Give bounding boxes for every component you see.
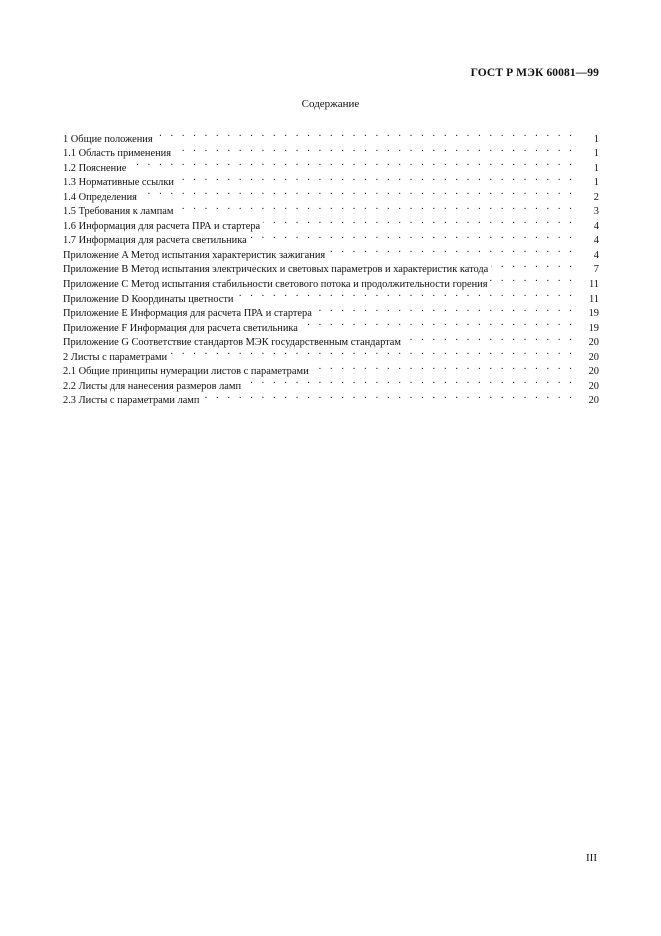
toc-entry-page: 20: [588, 366, 599, 378]
toc-entry-label: 1.1 Область применения: [63, 148, 171, 160]
toc-entry-page: 19: [588, 308, 599, 320]
toc-entry-label: Приложение F Информация для расчета светильника: [63, 322, 298, 334]
toc-entry-page: 3: [593, 206, 599, 218]
toc-dot-leader: [129, 156, 575, 171]
toc-dot-leader: [176, 200, 575, 215]
toc-entry: [63, 185, 599, 203]
toc-entry-page: 1: [593, 148, 599, 160]
toc-entry-label: 2 Листы с параметрами: [63, 351, 168, 363]
toc-dot-leader: [156, 127, 575, 142]
toc-entry-page: 4: [593, 235, 599, 247]
toc-entry-page: 4: [593, 220, 599, 232]
toc-dot-leader: [140, 185, 575, 200]
toc-dot-leader: [490, 272, 575, 287]
toc-dot-leader: [491, 258, 575, 273]
toc-entry-label: Приложение E Информация для расчета ПРА и стартера: [63, 308, 312, 320]
table-of-contents: [63, 127, 599, 407]
toc-entry-label: 1.2 Пояснение: [63, 162, 127, 174]
toc-entry-page: 20: [588, 395, 599, 407]
toc-entry-page: 2: [593, 191, 599, 203]
document-code: ГОСТ Р МЭК 60081—99: [470, 67, 599, 79]
toc-entry-page: 1: [593, 162, 599, 174]
toc-entry-label: 1.5 Требования к лампам: [63, 206, 174, 218]
toc-entry-page: 11: [588, 293, 599, 305]
toc-entry: [63, 200, 599, 218]
toc-dot-leader: [404, 331, 575, 346]
toc-dot-leader: [244, 374, 575, 389]
toc-entry-page: 1: [593, 177, 599, 189]
toc-entry-label: Приложение C Метод испытания стабильности светового потока и продолжительности горения: [63, 279, 488, 291]
toc-dot-leader: [202, 389, 575, 404]
toc-entry-label: 1.3 Нормативные ссылки: [63, 177, 174, 189]
toc-entry-label: 1 Общие положения: [63, 133, 153, 145]
toc-dot-leader: [177, 171, 575, 186]
toc-entry-label: Приложение B Метод испытания электрических и световых параметров и характеристик катода: [63, 264, 489, 276]
toc-entry-label: Приложение G Соответствие стандартов МЭК государственным стандартам: [63, 337, 401, 349]
toc-entry-label: 1.6 Информация для расчета ПРА и стартера: [63, 220, 261, 232]
toc-entry-label: 2.1 Общие принципы нумерации листов с параметрами: [63, 366, 309, 378]
toc-entry-label: 1.4 Определения: [63, 191, 137, 203]
toc-entry-label: Приложение A Метод испытания характеристик зажигания: [63, 249, 326, 261]
toc-entry-page: 1: [593, 133, 599, 145]
toc-entry-label: 2.2 Листы для нанесения размеров ламп: [63, 380, 242, 392]
toc-dot-leader: [263, 214, 575, 229]
toc-dot-leader: [312, 360, 575, 375]
toc-dot-leader: [315, 302, 575, 317]
toc-entry-page: 20: [588, 351, 599, 363]
toc-entry: [63, 156, 599, 174]
toc-dot-leader: [328, 243, 575, 258]
toc-entry-page: 20: [588, 337, 599, 349]
toc-entry-page: 7: [593, 264, 599, 276]
toc-dot-leader: [237, 287, 576, 302]
toc-entry: [63, 127, 599, 145]
toc-entry-label: 2.3 Листы с параметрами ламп: [63, 395, 200, 407]
toc-entry-page: 20: [588, 380, 599, 392]
toc-entry-page: 4: [593, 249, 599, 261]
toc-dot-leader: [170, 345, 575, 360]
toc-dot-leader: [250, 229, 575, 244]
toc-entry-page: 11: [588, 279, 599, 291]
toc-dot-leader: [174, 142, 575, 157]
toc-dot-leader: [301, 316, 575, 331]
page-number: III: [586, 852, 597, 864]
toc-entry-page: 19: [588, 322, 599, 334]
toc-entry-label: Приложение D Координаты цветности: [63, 293, 234, 305]
toc-entry-label: 1.7 Информация для расчета светильника: [63, 235, 247, 247]
toc-title: Содержание: [301, 98, 360, 110]
toc-entry: [63, 171, 599, 189]
